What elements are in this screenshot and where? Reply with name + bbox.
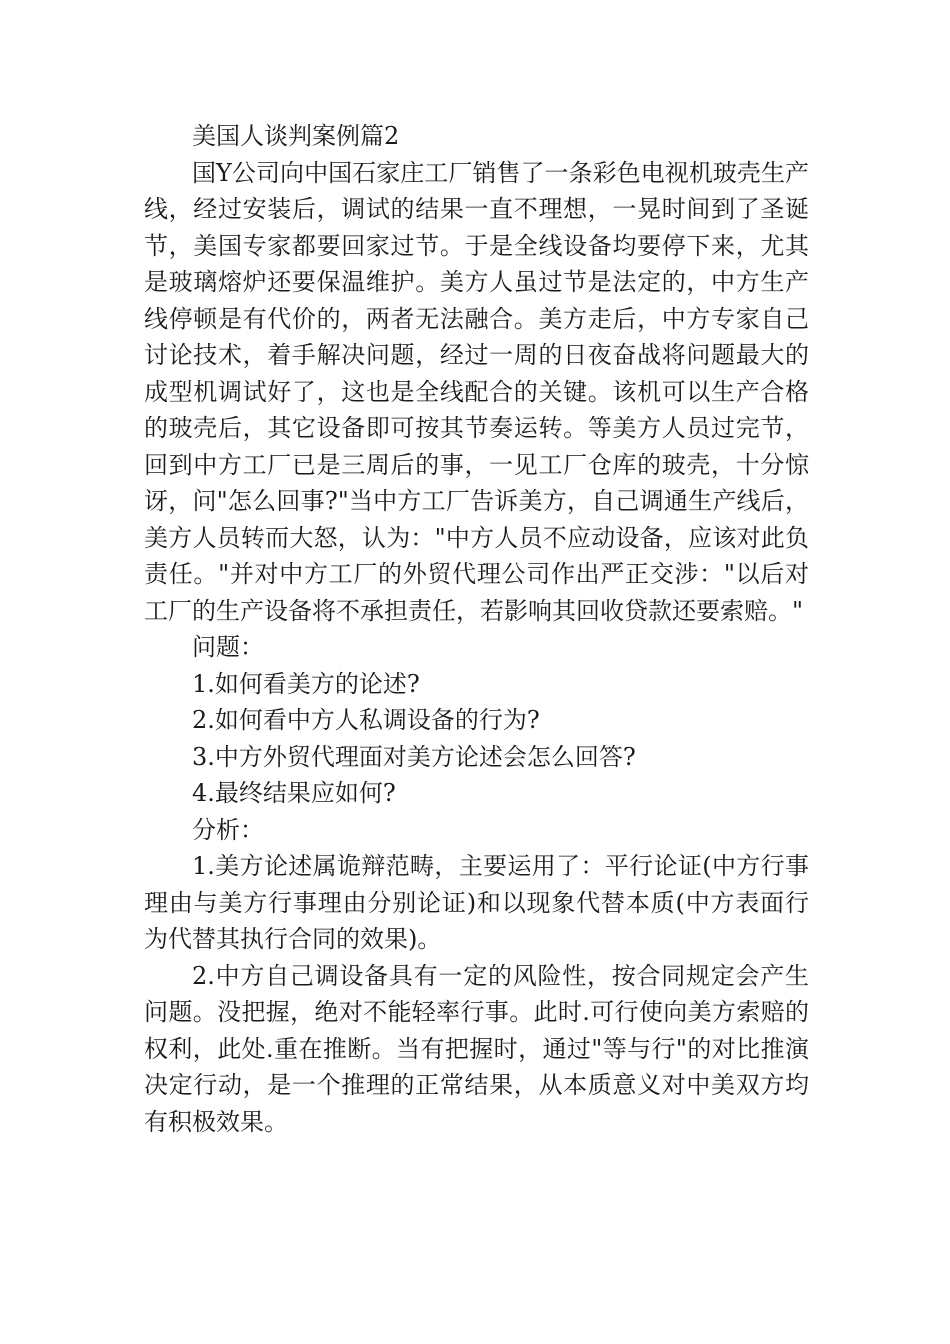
document-page	[144, 118, 809, 1140]
document-title: 美国人谈判案例篇2	[192, 122, 400, 150]
analysis-paragraph-1: 1.美方论述属诡辩范畴，主要运用了：平行论证(中方行事理由与美方行事理由分别论证)和以现象代替本质(中方表面行为代替其执行合同的效果)。	[144, 852, 809, 953]
case-paragraph: 国Y公司向中国石家庄工厂销售了一条彩色电视机玻壳生产线，经过安装后，调试的结果一直不理想，一晃时间到了圣诞节，美国专家都要回家过节。于是全线设备均要停下来，尤其是玻璃熔炉还要保温维护。美方人虽过节是法定的，中方生产线停顿是有代价的，两者无法融合。美方走后，中方专家自己讨论技术，着手解决问题，经过一周的日夜奋战将问题最大的成型机调试好了，这也是全线配合的关键。该机可以生产合格的玻壳后，其它设备即可按其节奏运转。等美方人员过完节，回到中方工厂已是三周后的事，一见工厂仓库的玻壳，十分惊讶，问"怎么回事?"当中方工厂告诉美方，自己调通生产线后，美方人员转而大怒，认为："中方人员不应动设备，应该对此负责任。"并对中方工厂的外贸代理公司作出严正交涉："以后对工厂的生产设备将不承担责任，若影响其回收贷款还要索赔。"	[144, 158, 809, 625]
analysis-heading: 分析：	[192, 815, 264, 844]
question-item-3: 3.中方外贸代理面对美方论述会怎么回答?	[192, 742, 636, 771]
analysis-paragraph-2: 2.中方自己调设备具有一定的风险性，按合同规定会产生问题。没把握，绝对不能轻率行事。此时.可行使向美方索赔的权利，此处.重在推断。当有把握时，通过"等与行"的对比推演决定行动，是一个推理的正常结果，从本质意义对中美双方均有积极效果。	[144, 961, 809, 1136]
question-item-4: 4.最终结果应如何?	[192, 779, 396, 807]
question-item-1: 1.如何看美方的论述?	[192, 669, 420, 698]
question-item-2: 2.如何看中方人私调设备的行为?	[192, 706, 540, 734]
questions-heading: 问题：	[192, 633, 264, 661]
